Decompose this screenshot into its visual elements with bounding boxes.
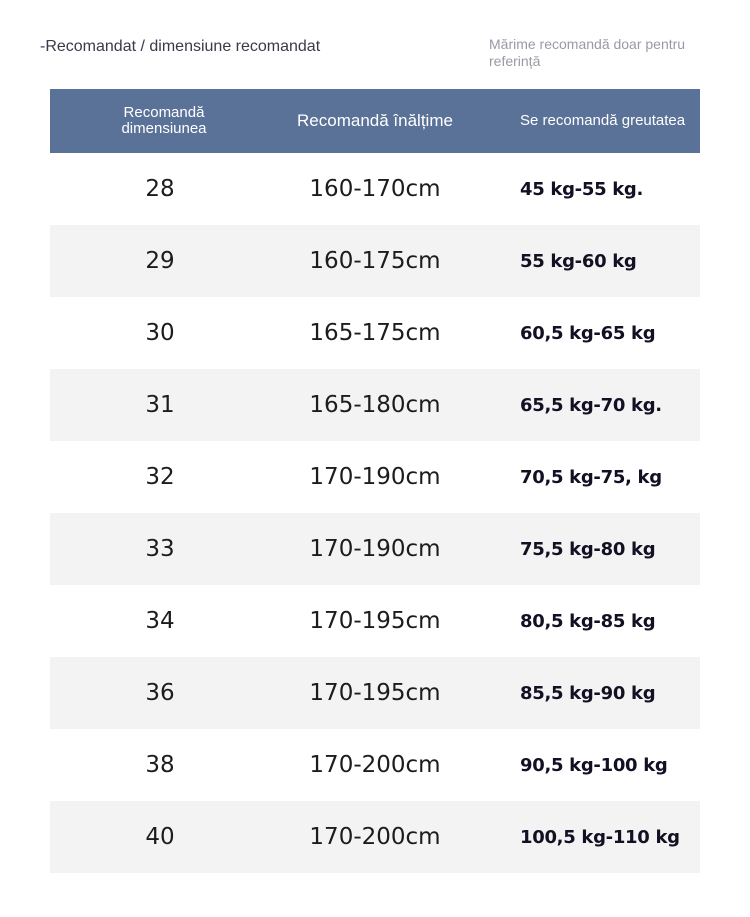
column-header-height: Recomandă înălțime [297,111,453,130]
height-cell: 160-170cm [309,176,441,202]
column-header-weight: Se recomandă greutatea [520,112,686,129]
weight-cell: 60,5 kg-65 kg [520,322,656,344]
weight-cell: 85,5 kg-90 kg [520,682,656,704]
weight-cell: 45 kg-55 kg. [520,178,644,200]
table-row [50,369,700,441]
height-cell: 170-190cm [309,536,441,562]
weight-cell: 100,5 kg-110 kg [520,826,680,848]
size-chart-table [50,89,700,873]
table-row [50,729,700,801]
size-cell: 28 [145,176,175,202]
table-row [50,801,700,873]
weight-cell: 70,5 kg-75, kg [520,466,662,488]
size-cell: 31 [145,392,175,418]
reference-note: Mărime recomandă doar pentru referință [489,36,686,69]
height-cell: 160-175cm [309,248,441,274]
table-row [50,225,700,297]
height-cell: 170-200cm [309,752,441,778]
weight-cell: 90,5 kg-100 kg [520,754,668,776]
page-title: -Recomandat / dimensiune recomandat [40,38,321,55]
size-cell: 34 [145,608,175,634]
height-cell: 165-180cm [309,392,441,418]
table-row [50,297,700,369]
size-cell: 32 [145,464,175,490]
table-row [50,153,700,225]
size-cell: 33 [145,536,175,562]
table-row [50,513,700,585]
table-header [50,89,700,153]
height-cell: 170-200cm [309,824,441,850]
weight-cell: 75,5 kg-80 kg [520,538,656,560]
column-header-size: Recomandă dimensiunea [121,104,207,137]
weight-cell: 80,5 kg-85 kg [520,610,656,632]
size-cell: 40 [145,824,175,850]
size-cell: 29 [145,248,175,274]
size-cell: 36 [145,680,175,706]
height-cell: 170-195cm [309,608,441,634]
size-cell: 38 [145,752,175,778]
weight-cell: 55 kg-60 kg [520,250,637,272]
height-cell: 165-175cm [309,320,441,346]
size-cell: 30 [145,320,175,346]
table-row [50,657,700,729]
height-cell: 170-190cm [309,464,441,490]
height-cell: 170-195cm [309,680,441,706]
table-row [50,441,700,513]
weight-cell: 65,5 kg-70 kg. [520,394,662,416]
table-row [50,585,700,657]
